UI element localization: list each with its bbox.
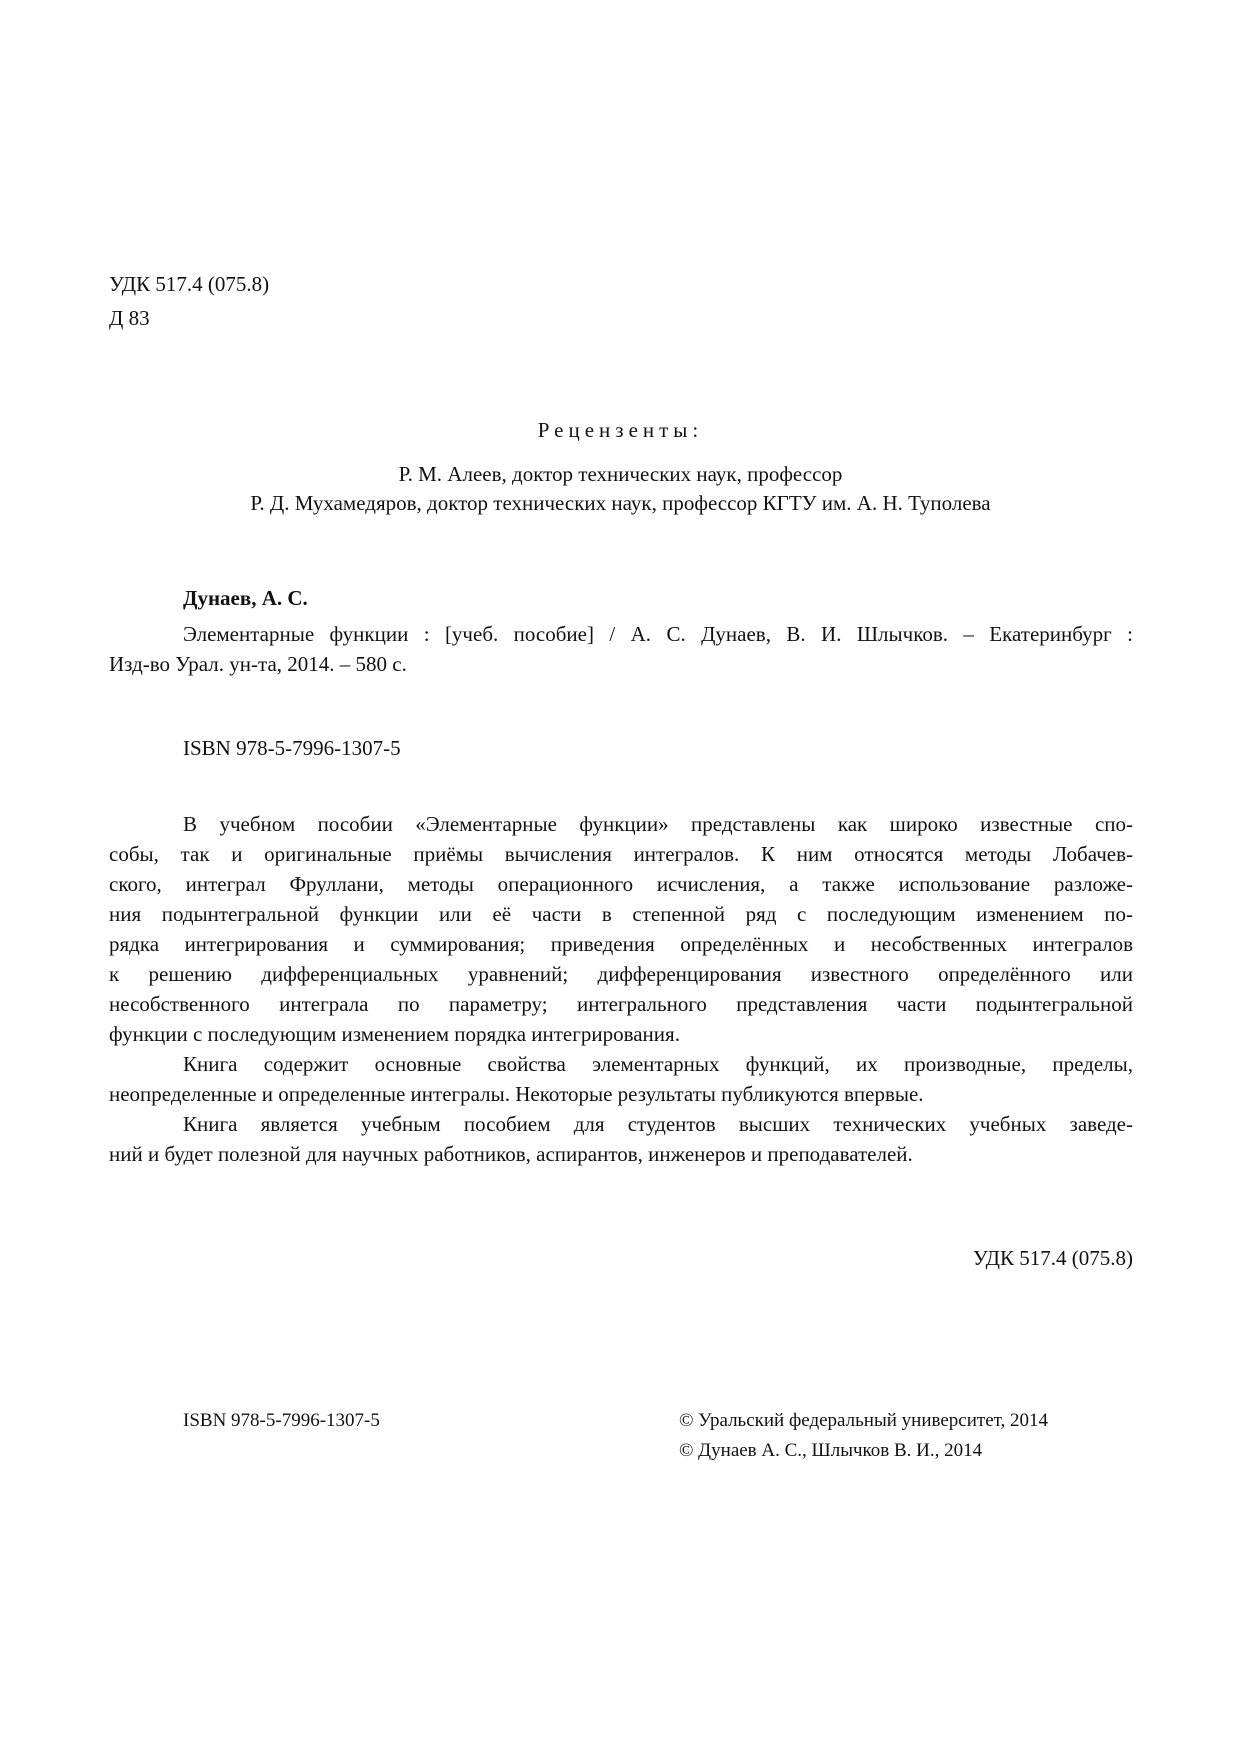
abstract-line: ния подынтегральной функции или её части в степенной ряд с последующим изменением по-	[109, 902, 1133, 926]
abstract-line: собы, так и оригинальные приёмы вычисления интегралов. К ним относятся методы Лобачев-	[109, 842, 1133, 866]
reviewer-line: Р. М. Алеев, доктор технических наук, профессор	[398, 462, 843, 486]
abstract-line: ний и будет полезной для научных работников, аспирантов, инженеров и преподавателей.	[109, 1142, 913, 1166]
abstract-line: к решению дифференциальных уравнений; дифференцирования известного определённого или	[109, 962, 1133, 986]
bib-line: Элементарные функции : [учеб. пособие] / А. С. Дунаев, В. И. Шлычков. – Екатеринбург :	[183, 622, 1133, 646]
udc-index-bottom: УДК 517.4 (075.8)	[972, 1246, 1133, 1270]
abstract	[109, 809, 1133, 1169]
abstract-line: неопределенные и определенные интегралы. Некоторые результаты публикуются впервые.	[109, 1082, 924, 1106]
isbn: ISBN 978-5-7996-1307-5	[183, 736, 401, 760]
abstract-line: несобственного интеграла по параметру; интегрального представления части подынтегральной	[109, 992, 1133, 1016]
copyright-line: © Уральский федеральный университет, 2014	[679, 1410, 1048, 1431]
reviewer-line: Р. Д. Мухамедяров, доктор технических наук, профессор КГТУ им. А. Н. Туполева	[250, 491, 991, 515]
abstract-line: ского, интеграл Фруллани, методы операционного исчисления, а также использование разложе-	[109, 872, 1133, 896]
abstract-line: функции с последующим изменением порядка интегрирования.	[109, 1022, 680, 1046]
isbn-footer: ISBN 978-5-7996-1307-5	[183, 1410, 380, 1431]
abstract-line: Книга является учебным пособием для студентов высших технических учебных заведе-	[183, 1112, 1133, 1136]
copyright-line: © Дунаев А. С., Шлычков В. И., 2014	[679, 1440, 983, 1461]
bib-line: Изд-во Урал. ун-та, 2014. – 580 с.	[109, 652, 407, 676]
abstract-line: рядка интегрирования и суммирования; приведения определённых и несобственных интегралов	[109, 932, 1133, 956]
author-code: Д 83	[109, 306, 150, 330]
bibliographic-record	[109, 619, 1133, 679]
reviewers-heading: Рецензенты:	[537, 418, 704, 442]
udc-index: УДК 517.4 (075.8)	[109, 272, 270, 296]
abstract-line: Книга содержит основные свойства элементарных функций, их производные, пределы,	[183, 1052, 1133, 1076]
abstract-line: В учебном пособии «Элементарные функции» представлены как широко известные спо-	[183, 812, 1133, 836]
author-heading: Дунаев, А. С.	[183, 586, 308, 610]
